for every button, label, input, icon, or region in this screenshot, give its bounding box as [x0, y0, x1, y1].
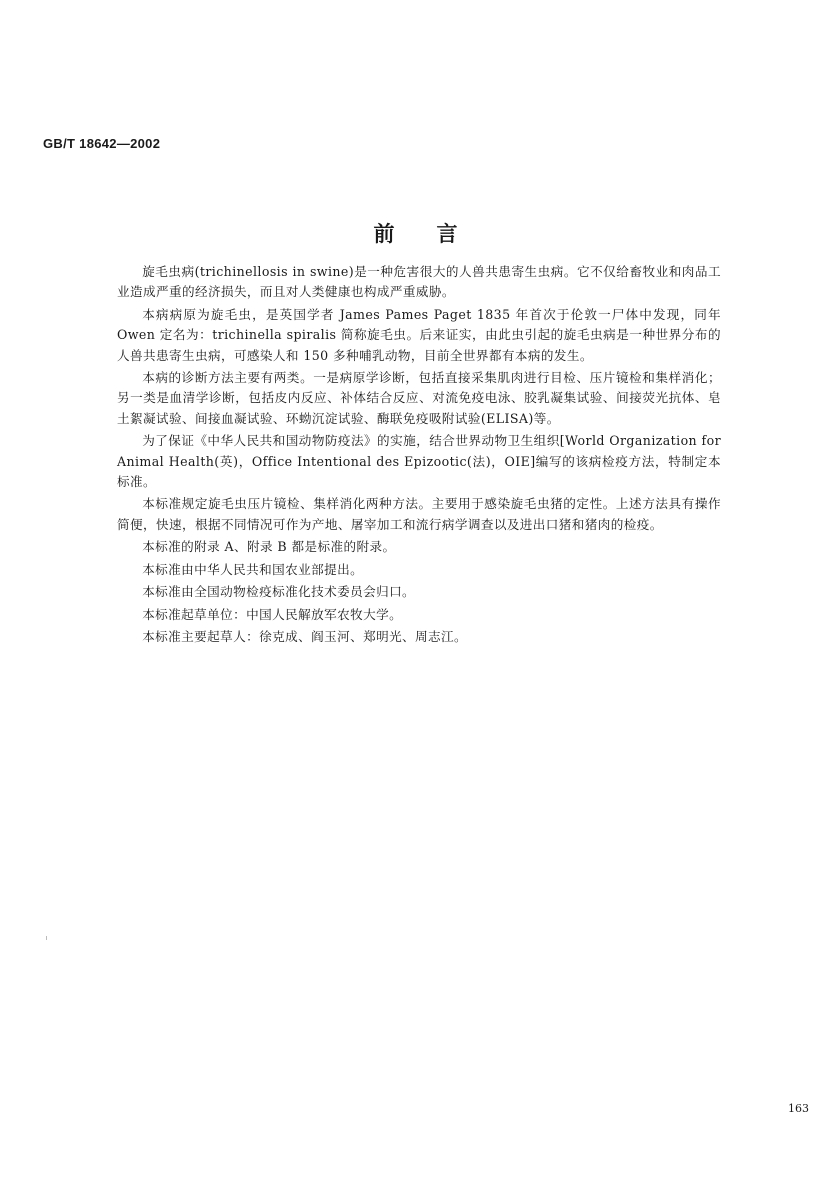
paragraph: 本标准由中华人民共和国农业部提出。 [142, 561, 364, 577]
page-number: 163 [788, 1102, 809, 1115]
paragraph: 为了保证《中华人民共和国动物防疫法》的实施，结合世界动物卫生组织[World Organization for Animal Health(英)，Office Intentional des Epizootic(法)，OIE]编写的该病检疫方法，特制定本标准。 [117, 433, 721, 490]
page-title: 前言 [373, 221, 500, 246]
foreword-body [117, 262, 721, 649]
paragraph: 旋毛虫病(trichinellosis in swine)是一种危害很大的人兽共患寄生虫病。它不仅给畜牧业和肉品工业造成严重的经济损失，而且对人类健康也构成严重威胁。 [117, 264, 721, 300]
standard-number: GB/T 18642—2002 [43, 136, 161, 151]
paragraph: 本病的诊断方法主要有两类。一是病原学诊断，包括直接采集肌肉进行目检、压片镜检和集样消化；另一类是血清学诊断，包括皮内反应、补体结合反应、对流免疫电泳、胶乳凝集试验、间接荧光抗体、皂土絮凝试验、间接血凝试验、环蚴沉淀试验、酶联免疫吸附试验(ELISA)等。 [117, 370, 721, 426]
paragraph: 本标准由全国动物检疫标准化技术委员会归口。 [142, 584, 416, 600]
paragraph: 本标准的附录 A、附录 B 都是标准的附录。 [142, 539, 396, 555]
paragraph: 本标准规定旋毛虫压片镜检、集样消化两种方法。主要用于感染旋毛虫猪的定性。上述方法具有操作简便，快速，根据不同情况可作为产地、屠宰加工和流行病学调查以及进出口猪和猪肉的检疫。 [117, 496, 721, 532]
paragraph: 本标准主要起草人：徐克成、阎玉河、郑明光、周志江。 [142, 628, 468, 644]
paragraph: 本病病原为旋毛虫，是英国学者 James Pames Paget 1835 年首次于伦敦一尸体中发现，同年 Owen 定名为：trichinella spiralis 简称旋毛虫。后来证实，由此虫引起的旋毛虫病是一种世界分布的人兽共患寄生虫病，可感染人和 150 多种哺乳动物，目前全世界都有本病的发生。 [117, 306, 721, 363]
scan-speck [46, 936, 47, 940]
paragraph: 本标准起草单位：中国人民解放军农牧大学。 [142, 606, 403, 622]
